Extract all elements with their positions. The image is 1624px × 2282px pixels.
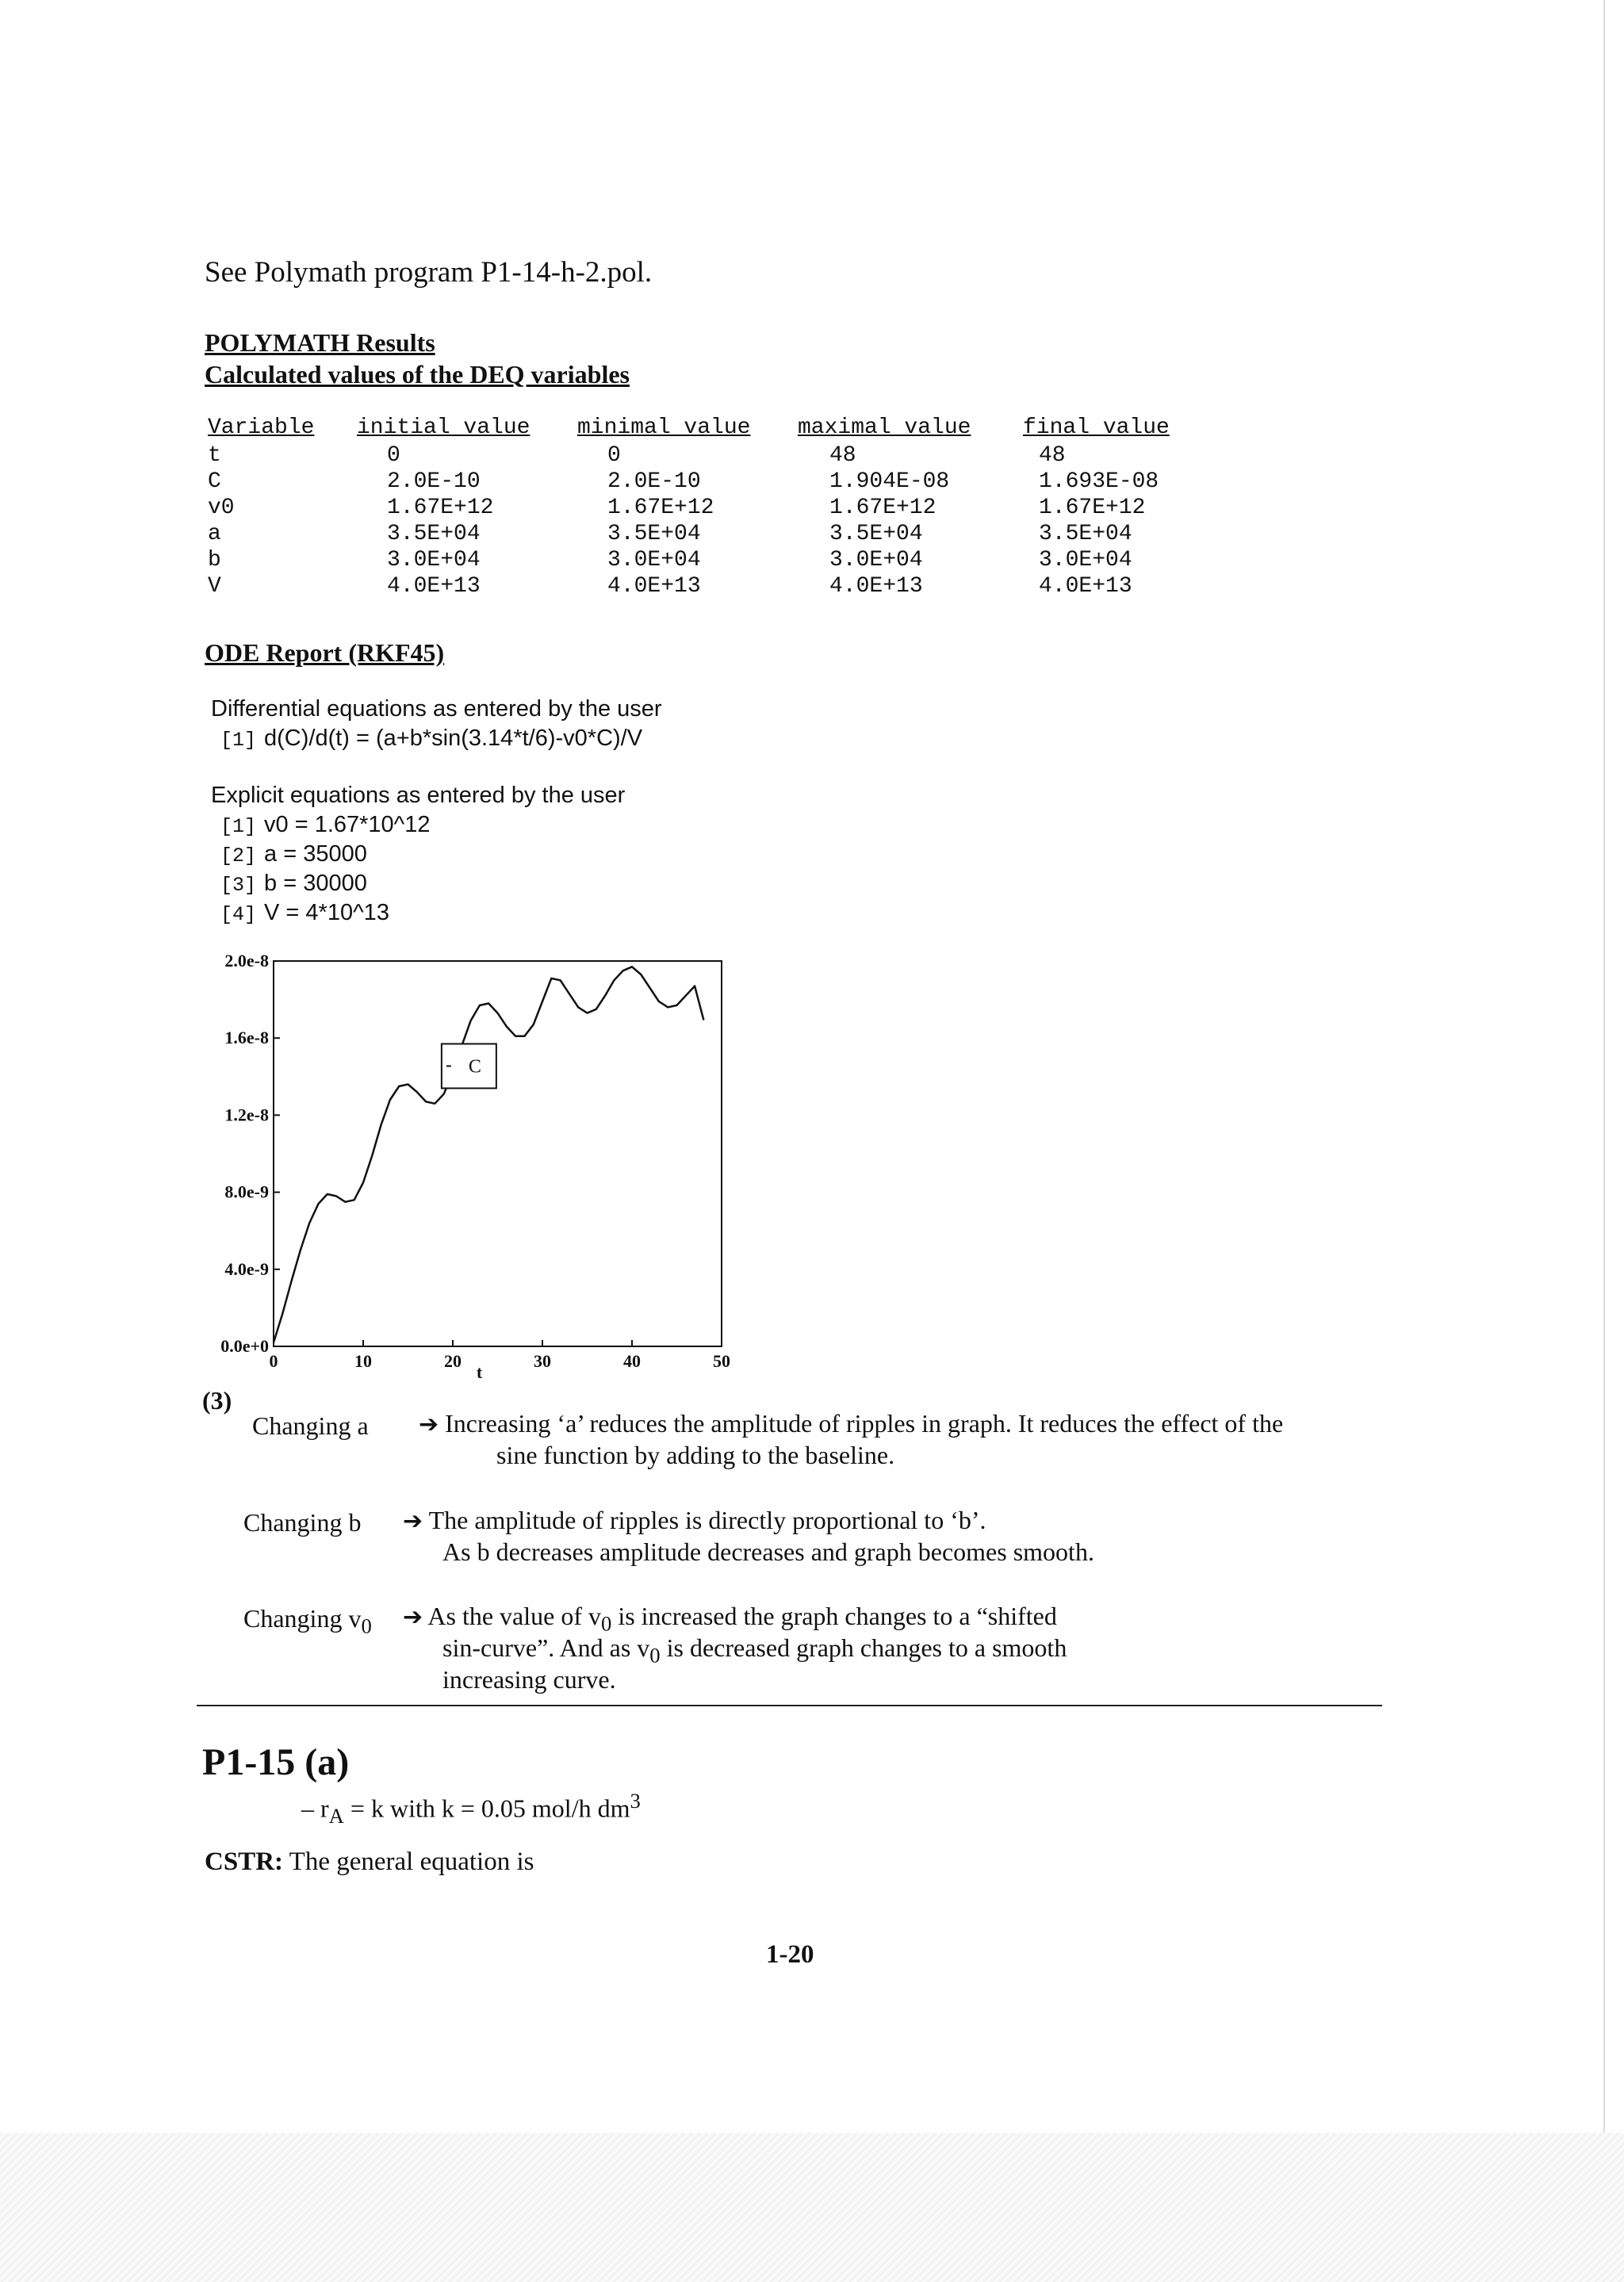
equation-index: [4] — [220, 903, 257, 926]
column-header: final value — [1023, 415, 1170, 440]
table-cell: 48 — [829, 443, 856, 468]
table-cell: 3.0E+04 — [1039, 548, 1132, 572]
change-a-label: Changing a — [252, 1411, 369, 1440]
plot-frame — [274, 961, 722, 1346]
table-cell: 4.0E+13 — [1039, 574, 1132, 599]
change-b-label: Changing b — [243, 1508, 362, 1537]
section-divider — [197, 1705, 1382, 1706]
equation-text: a = 35000 — [264, 841, 367, 867]
equation-text: V = 4*10^13 — [264, 900, 389, 925]
table-cell: 4.0E+13 — [607, 574, 701, 599]
table-cell: 1.693E-08 — [1039, 469, 1159, 494]
y-tick-label: 2.0e-8 — [224, 951, 269, 971]
table-cell: 3.5E+04 — [387, 522, 481, 546]
scan-noise-strip — [0, 2133, 1624, 2282]
column-header: Variable — [208, 415, 315, 440]
x-tick-label: 30 — [534, 1351, 551, 1371]
equation-index: [3] — [220, 874, 257, 897]
table-cell: C — [208, 469, 221, 494]
table-cell: 1.904E-08 — [829, 469, 950, 494]
change-v0-label: Changing $v_0$ — [243, 1604, 372, 1638]
desc-line: increasing curve. — [442, 1665, 616, 1694]
section-label: (3) — [202, 1386, 232, 1415]
table-cell: a — [208, 522, 221, 546]
y-tick-label: 1.6e-8 — [224, 1028, 269, 1048]
table-cell: 2.0E-10 — [607, 469, 701, 494]
problem-heading: P1-15 (a) — [202, 1741, 350, 1783]
table-cell: 3.0E+04 — [387, 548, 481, 572]
table-cell: 4.0E+13 — [387, 574, 481, 599]
x-tick-label: 10 — [354, 1351, 372, 1371]
results-title: POLYMATH Results — [205, 328, 435, 357]
equation-text: v0 = 1.67*10^12 — [264, 812, 431, 837]
diff-eq-heading: Differential equations as entered by the user — [211, 696, 662, 722]
column-header: maximal value — [798, 415, 971, 440]
y-tick-label: 0.0e+0 — [220, 1336, 269, 1356]
table-cell: 3.5E+04 — [1039, 522, 1132, 546]
table-cell: 3.5E+04 — [607, 522, 701, 546]
table-cell: v0 — [208, 496, 235, 520]
arrow-right-icon: ➔ — [403, 1507, 423, 1535]
table-cell: V — [208, 574, 221, 599]
results-subtitle: Calculated values of the DEQ variables — [205, 360, 630, 389]
desc-line: sin-curve”. And as $v_0$ is decreased graph changes to a smooth — [442, 1633, 1067, 1667]
equation-index: [2] — [220, 844, 257, 867]
x-axis-label: t — [476, 1362, 483, 1382]
table-cell: t — [208, 443, 221, 468]
explicit-eq-heading: Explicit equations as entered by the user — [211, 783, 626, 808]
desc-line: Increasing ‘a’ reduces the amplitude of ripples in graph. It reduces the effect of the — [445, 1409, 1284, 1438]
desc-line: As b decreases amplitude decreases and graph becomes smooth. — [442, 1537, 1094, 1566]
program-reference: See Polymath program P1-14-h-2.pol. — [205, 256, 653, 289]
table-cell: 1.67E+12 — [607, 496, 714, 520]
column-header: initial value — [357, 415, 530, 440]
table-cell: 0 — [607, 443, 621, 468]
desc-line: The amplitude of ripples is directly proportional to ‘b’. — [428, 1506, 986, 1534]
legend-label: C — [468, 1056, 481, 1078]
table-cell: 48 — [1039, 443, 1066, 468]
equation-text: b = 30000 — [264, 871, 367, 896]
table-cell: 4.0E+13 — [829, 574, 923, 599]
rate-equation: – $r_A = k$ with k = 0.05 mol/h $dm^3$ — [301, 1789, 641, 1828]
x-tick-label: 50 — [713, 1351, 730, 1371]
table-cell: 0 — [387, 443, 400, 468]
cstr-line — [205, 1847, 534, 1877]
equation-text: d(C)/d(t) = (a+b*sin(3.14*t/6)-v0*C)/V — [264, 726, 643, 751]
column-header: minimal value — [577, 415, 751, 440]
equation-index: [1] — [220, 815, 257, 838]
ode-report-title: ODE Report (RKF45) — [205, 638, 445, 667]
change-b-desc — [403, 1504, 986, 1537]
y-tick-label: 8.0e-9 — [224, 1181, 269, 1202]
series-line-C — [274, 967, 703, 1342]
x-tick-label: 20 — [444, 1351, 462, 1371]
arrow-right-icon: ➔ — [419, 1411, 439, 1438]
table-cell: 2.0E-10 — [387, 469, 481, 494]
equation-index: [1] — [220, 729, 257, 752]
cstr-text: The general equation is — [283, 1847, 534, 1876]
table-cell: b — [208, 548, 221, 572]
y-tick-label: 1.2e-8 — [224, 1105, 269, 1125]
x-tick-label: 40 — [623, 1351, 641, 1371]
desc-line: sine function by adding to the baseline. — [496, 1441, 895, 1469]
table-cell: 3.0E+04 — [607, 548, 701, 572]
scan-edge — [1603, 0, 1605, 2141]
table-cell: 1.67E+12 — [1039, 496, 1146, 520]
change-v0-desc: ➔ As the value of $v_0$ is increased the graph changes to a “shifted — [403, 1602, 1057, 1636]
page-number: 1-20 — [766, 1940, 814, 1969]
y-tick-label: 4.0e-9 — [224, 1258, 269, 1279]
table-cell: 3.0E+04 — [829, 548, 923, 572]
arrow-right-icon: ➔ — [403, 1603, 423, 1631]
cstr-label: CSTR: — [205, 1847, 284, 1876]
change-a-desc — [419, 1407, 1283, 1441]
table-cell: 3.5E+04 — [829, 522, 923, 546]
table-cell: 1.67E+12 — [387, 496, 494, 520]
x-tick-label: 0 — [269, 1351, 278, 1371]
table-cell: 1.67E+12 — [829, 496, 936, 520]
